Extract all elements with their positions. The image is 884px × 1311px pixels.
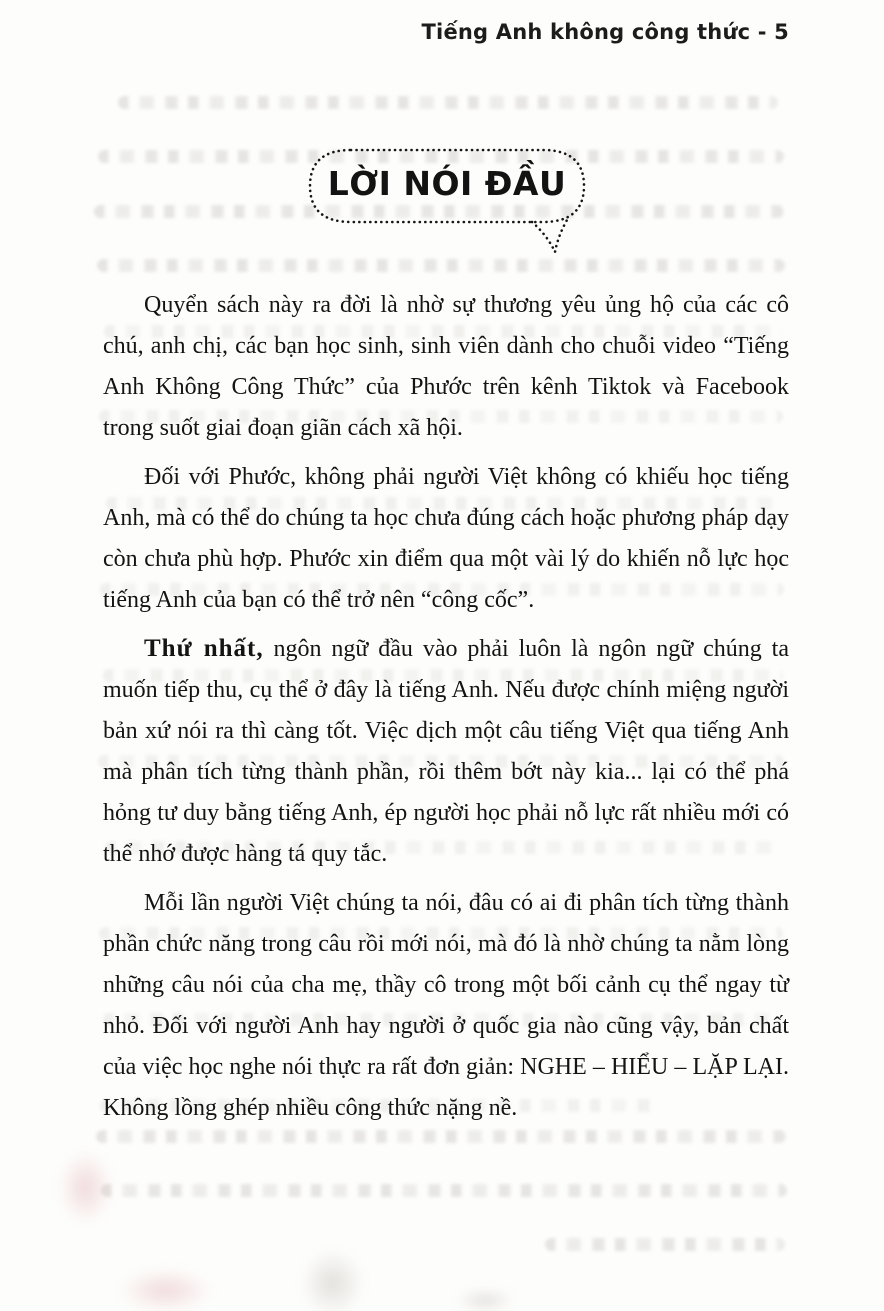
bleed-through-line	[118, 96, 778, 109]
paragraph-text: Mỗi lần người Việt chúng ta nói, đâu có ai đi phân tích từng thành phần chức năng trong câu rồi mới nói, mà đó là nhờ chúng ta nằm lòng những câu nói của cha mẹ, thầy cô trong một bối cảnh cụ thể ngay từ nhỏ. Đối với người Anh hay người ở quốc gia nào cũng vậy, bản chất của việc học nghe nói thực ra rất đơn giản: NGHE – HIỂU – LẶP LẠI. Không lồng ghép nhiều công thức nặng nề.	[103, 890, 789, 1121]
paragraph-text: Đối với Phước, không phải người Việt không có khiếu học tiếng Anh, mà có thể do chúng ta học chưa đúng cách hoặc phương pháp dạy còn chưa phù hợp. Phước xin điểm qua một vài lý do khiến nỗ lực học tiếng Anh của bạn có thể trở nên “công cốc”.	[103, 464, 789, 613]
ink-smudge	[58, 1150, 113, 1225]
running-header: Tiếng Anh không công thức - 5	[421, 20, 789, 44]
paragraph-text: ngôn ngữ đầu vào phải luôn là ngôn ngữ chúng ta muốn tiếp thu, cụ thể ở đây là tiếng Anh. Nếu được chính miệng người bản xứ nói ra thì càng tốt. Việc dịch một câu tiếng Việt qua tiếng Anh mà phân tích từng thành phần, rồi thêm bớt này kia... lại có thể phá hỏng tư duy bằng tiếng Anh, ép người học phải nỗ lực rất nhiều mới có thể nhớ được hàng tá quy tắc.	[103, 636, 789, 867]
body-paragraph	[103, 628, 789, 875]
body-paragraph	[103, 882, 789, 1129]
bleed-through-line	[101, 1184, 787, 1197]
body-text-block	[103, 284, 789, 1136]
paragraph-text: Quyển sách này ra đời là nhờ sự thương yêu ủng hộ của các cô chú, anh chị, các bạn học sinh, sinh viên dành cho chuỗi video “Tiếng Anh Không Công Thức” của Phước trên kênh Tiktok và Facebook trong suốt giai đoạn giãn cách xã hội.	[103, 292, 789, 441]
body-paragraph	[103, 284, 789, 449]
bleed-through-line	[97, 259, 785, 272]
chapter-title-bubble	[306, 146, 588, 258]
bleed-through-line	[545, 1238, 785, 1251]
ink-smudge	[118, 1268, 213, 1311]
body-paragraph	[103, 456, 789, 621]
chapter-title: LỜI NÓI ĐẦU	[327, 164, 567, 203]
paragraph-lead: Thứ nhất,	[144, 635, 264, 662]
ink-smudge	[455, 1288, 515, 1311]
ink-smudge	[300, 1248, 365, 1311]
